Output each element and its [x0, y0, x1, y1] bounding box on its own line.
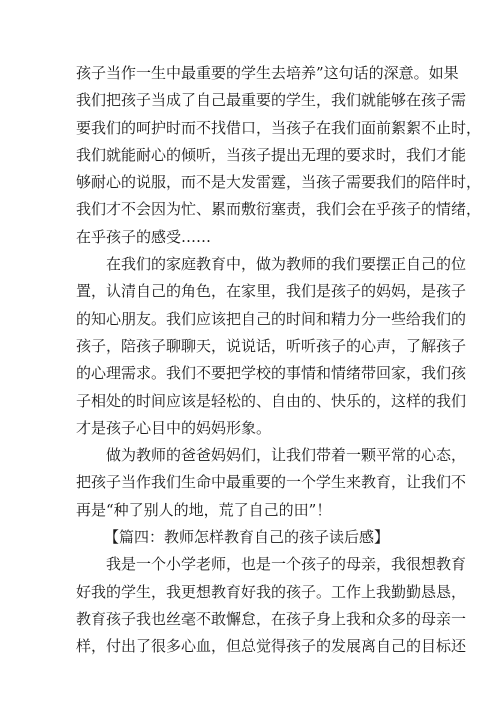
text-line: 我们就能耐心的倾听，当孩子提出无理的要求时，我们才能: [76, 145, 467, 164]
text-line: 的心理需求。我们不要把学校的事情和情绪带回家，我们孩: [76, 364, 467, 383]
text-line: 我是一个小学老师，也是一个孩子的母亲，我很想教育: [106, 555, 467, 574]
text-line: 我们把孩子当成了自己最重要的学生，我们就能够在孩子需: [76, 91, 467, 110]
section-heading: 【篇四：教师怎样教育自己的孩子读后感】: [104, 528, 390, 547]
text-line: 把孩子当作我们生命中最重要的一个学生来教育，让我们不: [76, 473, 467, 492]
paragraph-2: [76, 251, 467, 442]
text-line: 孩子当作一生中最重要的学生去培养”这句话的深意。如果: [76, 64, 459, 82]
text-line: 再是“种了别人的地，荒了自己的田”！: [76, 500, 332, 519]
text-line: 子相处的时间应该是轻松的、自由的、快乐的，这样的我们: [76, 391, 467, 410]
text-line: 孩子，陪孩子聊聊天，说说话，听听孩子的心声，了解孩子: [76, 336, 467, 355]
text-line: 够耐心的说服，而不是大发雷霆，当孩子需要我们的陪伴时，: [76, 173, 482, 192]
text-line: 好我的学生，我更想教育好我的孩子。工作上我勤勤恳恳，: [76, 582, 467, 601]
text-line: 做为教师的爸爸妈妈们，让我们带着一颗平常的心态，: [106, 446, 467, 465]
text-line: 才是孩子心目中的妈妈形象。: [76, 418, 272, 437]
text-line: 在乎孩子的感受……: [76, 227, 212, 246]
text-line: 置，认清自己的角色，在家里，我们是孩子的妈妈，是孩子: [76, 282, 467, 301]
text-line: 在我们的家庭教育中，做为教师的我们要摆正自己的位: [106, 255, 467, 274]
text-line: 要我们的呵护时而不找借口，当孩子在我们面前絮絮不止时，: [76, 118, 482, 137]
document-page: [76, 60, 482, 661]
paragraph-4: [76, 551, 467, 660]
text-line: 样，付出了很多心血，但总觉得孩子的发展离自己的目标还: [76, 637, 467, 656]
text-line: 的知心朋友。我们应该把自己的时间和精力分一些给我们的: [76, 309, 467, 328]
text-line: 我们才不会因为忙、累而敷衍塞责，我们会在乎孩子的情绪，: [76, 200, 482, 219]
text-line: 教育孩子我也丝毫不敢懈怠，在孩子身上我和众多的母亲一: [76, 609, 467, 628]
paragraph-3: [76, 442, 467, 524]
paragraph-1: [76, 60, 482, 251]
